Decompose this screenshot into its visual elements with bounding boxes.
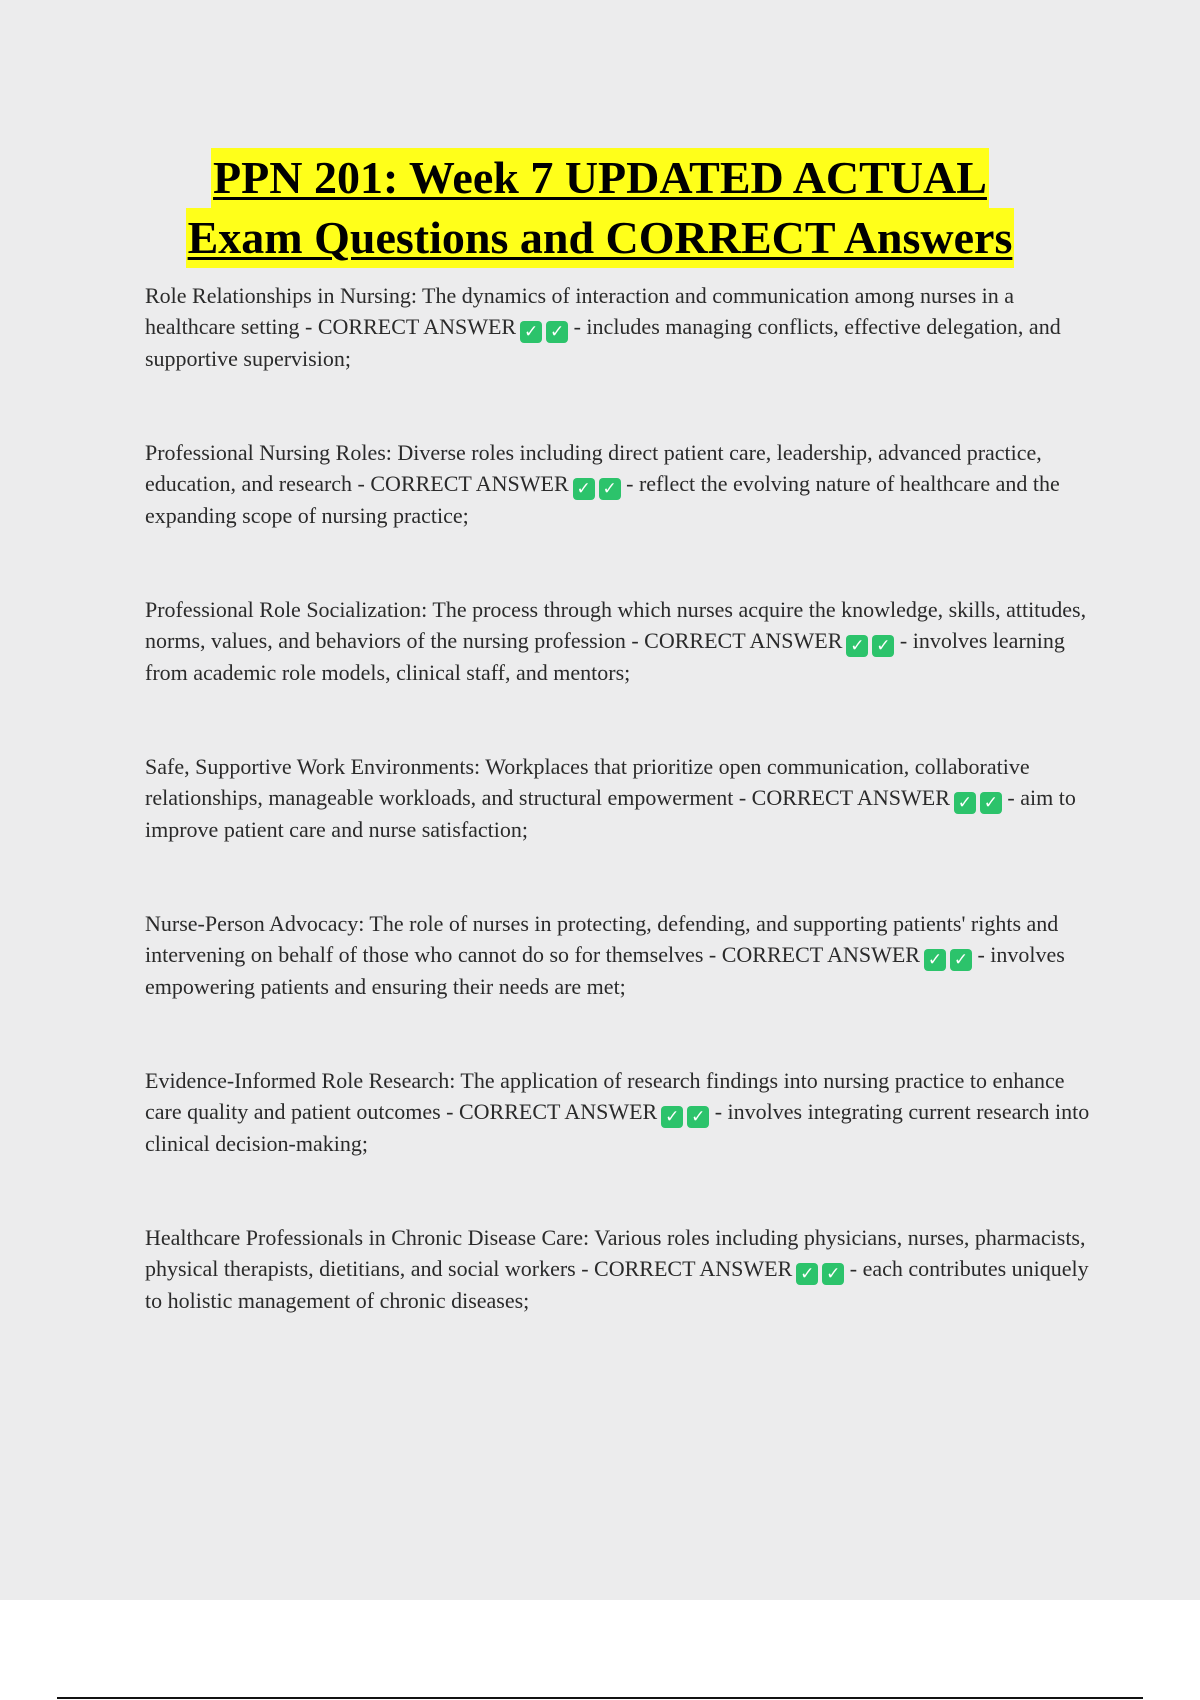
qa-answer: - aim to improve patient care and nurse satisfaction; xyxy=(145,785,1076,842)
qa-list xyxy=(145,280,1095,1379)
qa-question: Nurse-Person Advocacy: The role of nurses in protecting, defending, and supporting patients' rights and intervening on behalf of those who cannot do so for themselves - CORRECT ANSWER xyxy=(145,911,1059,967)
qa-question: Professional Role Socialization: The process through which nurses acquire the knowledge, skills, attitudes, norms, values, and behaviors of the nursing profession - CORRECT ANSWER xyxy=(145,597,1087,653)
qa-answer: - involves learning from academic role models, clinical staff, and mentors; xyxy=(145,628,1065,685)
check-icon: ✓ xyxy=(980,792,1002,814)
qa-entry xyxy=(145,1222,1095,1316)
check-icon: ✓ xyxy=(546,321,568,343)
qa-question: Role Relationships in Nursing: The dynamics of interaction and communication among nurses in a healthcare setting - CORRECT ANSWER xyxy=(145,283,1015,339)
check-icon: ✓ xyxy=(822,1263,844,1285)
qa-entry xyxy=(145,594,1095,688)
qa-entry xyxy=(145,280,1095,374)
check-icon: ✓ xyxy=(846,635,868,657)
page-title xyxy=(0,148,1200,268)
qa-answer: - reflect the evolving nature of healthcare and the expanding scope of nursing practice; xyxy=(145,471,1060,528)
check-icon: ✓ xyxy=(872,635,894,657)
qa-answer: - involves integrating current research into clinical decision-making; xyxy=(145,1099,1090,1156)
qa-question: Professional Nursing Roles: Diverse roles including direct patient care, leadership, advanced practice, education, and research - CORRECT ANSWER xyxy=(145,440,1042,496)
check-icon: ✓ xyxy=(520,321,542,343)
qa-entry xyxy=(145,751,1095,845)
check-icon: ✓ xyxy=(661,1106,683,1128)
check-icon: ✓ xyxy=(687,1106,709,1128)
check-icon: ✓ xyxy=(950,949,972,971)
check-icon: ✓ xyxy=(796,1263,818,1285)
qa-answer: - includes managing conflicts, effective delegation, and supportive supervision; xyxy=(145,314,1061,371)
qa-entry xyxy=(145,1065,1095,1159)
qa-question: Evidence-Informed Role Research: The application of research findings into nursing practice to enhance care quality and patient outcomes - CORRECT ANSWER xyxy=(145,1068,1065,1124)
check-icon: ✓ xyxy=(573,478,595,500)
qa-entry xyxy=(145,437,1095,531)
qa-answer: - each contributes uniquely to holistic management of chronic diseases; xyxy=(145,1256,1089,1313)
check-icon: ✓ xyxy=(954,792,976,814)
qa-question: Healthcare Professionals in Chronic Disease Care: Various roles including physicians, nurses, pharmacists, physical therapists, dietitians, and social workers - CORRECT ANSWER xyxy=(145,1225,1086,1281)
title-line-2: Exam Questions and CORRECT Answers xyxy=(186,208,1015,268)
qa-entry xyxy=(145,908,1095,1002)
page-divider xyxy=(57,1697,1143,1699)
check-icon: ✓ xyxy=(924,949,946,971)
qa-answer: - involves empowering patients and ensuring their needs are met; xyxy=(145,942,1065,999)
title-line-1: PPN 201: Week 7 UPDATED ACTUAL xyxy=(211,148,989,208)
qa-question: Safe, Supportive Work Environments: Workplaces that prioritize open communication, collaborative relationships, manageable workloads, and structural empowerment - CORRECT ANSWER xyxy=(145,754,1030,810)
check-icon: ✓ xyxy=(599,478,621,500)
